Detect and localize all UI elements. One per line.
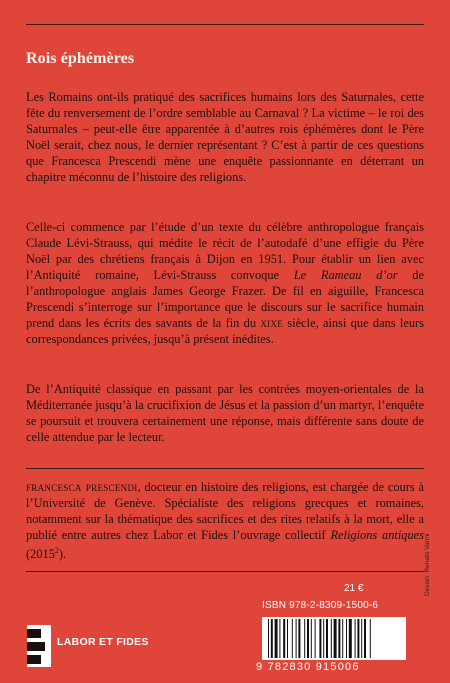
barcode-bar <box>361 619 362 658</box>
bio-text-b: (2015 <box>26 547 55 562</box>
barcode-bar <box>355 619 356 658</box>
middle-rule <box>26 468 424 469</box>
paragraph-2-text-a: Celle-ci commence par l’étude d’un texte du célèbre anthropologue français Claude Lévi-Strauss, qui médite le récit de l’autodafé d’une effigie du Père Noël par des chrétiens français à Dijon en 1951. Pour établir un lien avec l’Antiquité romaine, Lévi-Strauss convoque <box>26 220 424 282</box>
barcode-digits: 9 782830 915006 <box>256 661 360 673</box>
barcode-bar <box>331 619 332 658</box>
blurb-paragraph-1: Les Romains ont-ils pratiqué des sacrifices humains lors des Saturnales, cette fête du renversement de l’ordre semblable au Carnaval ? La victime – le roi des Saturnales – peut-elle être apparentée à d’autres rois éphémères dont le Père Noël serait, chez nous, le dernier représentant ? C’est à partir de ces questions que Francesca Prescendi mène une enquête passionnante en déterrant un chapitre méconnu de l’histoire des religions. <box>26 90 424 184</box>
barcode-bar <box>357 619 359 658</box>
barcode-bar <box>298 619 300 658</box>
barcode-bar <box>287 619 288 658</box>
blurb-paragraph-3: De l’Antiquité classique en passant par les contrées moyen-orientales de la Méditerranée jusqu’à la crucifixion de Jésus et la passion d’un martyr, l’enquête se poursuit et trouvera certainement une réponse, mais différente sans doute de celle attendue par le lecteur. <box>26 382 424 444</box>
barcode-bar <box>311 619 312 658</box>
barcode-bar <box>315 619 316 658</box>
barcode-bar <box>304 619 305 658</box>
illustration-credit: Dessin: Renato Vanni <box>424 533 431 596</box>
barcode-bar <box>319 619 321 658</box>
isbn: ISBN 978-2-8309-1500-6 <box>262 600 379 611</box>
barcode-bar <box>323 619 324 658</box>
author-name: francesca prescendi <box>26 480 138 494</box>
barcode-bar <box>338 619 340 658</box>
barcode-bar <box>342 619 343 658</box>
book-title: Rois éphémères <box>26 50 135 67</box>
barcode-bar <box>292 619 293 658</box>
barcode-bar <box>346 619 347 658</box>
publisher-logo-icon <box>27 625 51 667</box>
book-reference-rameau-dor: Le Rameau d’or <box>293 268 398 282</box>
paragraph-2-text-b: de l’anthropologue anglais James George Frazer. De fil en aiguille, Francesca Prescendi s’interroge sur l’importance que le discours sur le sacrifice humain prend dans les écrits des savants de la fin du <box>26 268 425 330</box>
barcode-bar <box>326 619 328 658</box>
bio-text-c: ). <box>58 547 67 562</box>
barcode-bar <box>271 619 273 658</box>
barcode-bar <box>370 619 371 658</box>
bottom-rule <box>26 571 424 572</box>
top-rule <box>26 24 424 25</box>
barcode-bar <box>364 619 366 658</box>
author-bio <box>26 479 424 562</box>
publisher-name: LABOR ET FIDES <box>57 636 149 648</box>
price: 21 € <box>344 583 364 594</box>
barcode-bars <box>262 617 406 660</box>
barcode-bar <box>349 619 352 658</box>
barcode <box>262 617 406 660</box>
century-label: xixe <box>260 316 284 330</box>
barcode-bar <box>279 619 280 658</box>
blurb-paragraph-2 <box>26 219 424 347</box>
barcode-bar <box>275 619 278 658</box>
barcode-bar <box>283 619 285 658</box>
barcode-bar <box>296 619 297 658</box>
barcode-bar <box>334 619 337 658</box>
bio-text-a: , docteur en histoire des religions, est chargée de cours à l’Université de Genève. Spécialiste des religions grecques et romaines, notamment sur la thématique des sacrifices et des rites relatifs à la mort, elle a publié entre autres chez Labor et Fides l’ouvrage collectif <box>26 480 425 542</box>
barcode-bar <box>268 619 269 658</box>
paragraph-2-text-c: siècle, ainsi que dans leurs correspondances privées, jusqu’à présent inédites. <box>26 316 425 346</box>
edition-superscript: 2 <box>54 546 59 555</box>
book-reference-religions-antiques: Religions antiques <box>330 528 425 542</box>
barcode-bar <box>307 619 309 658</box>
